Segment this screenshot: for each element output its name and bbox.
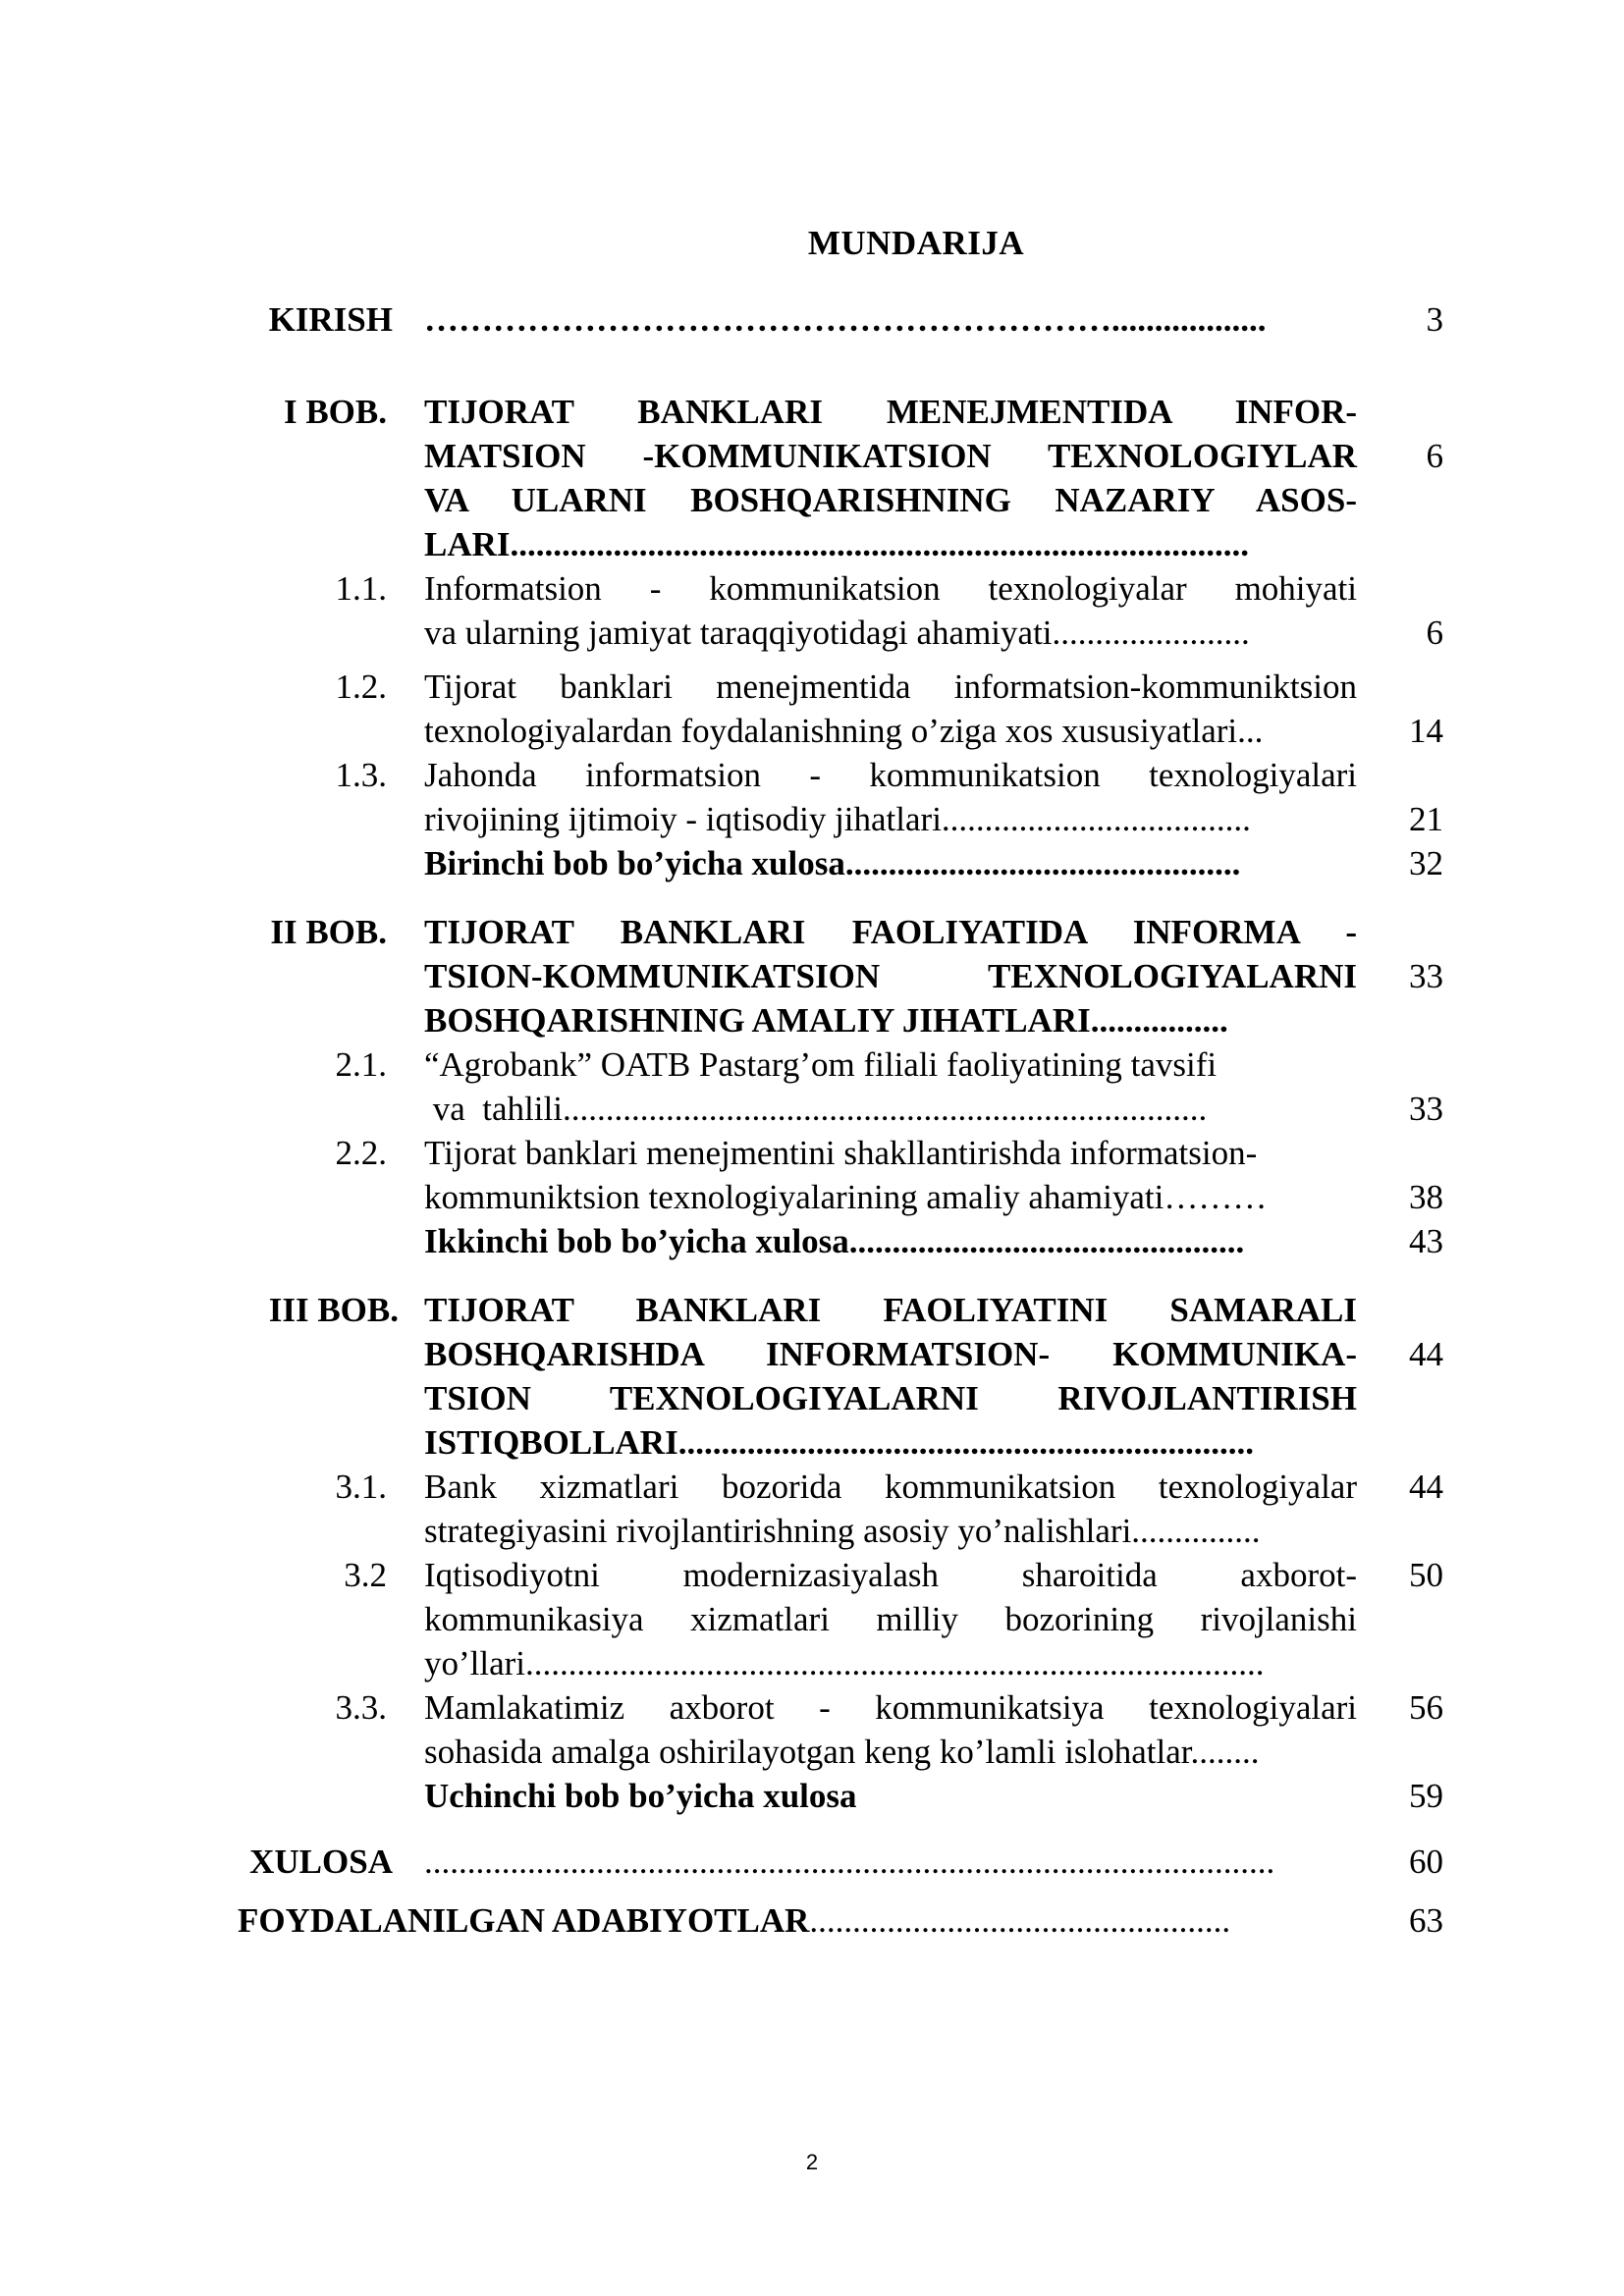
toc-section-number: 1.2. [335, 667, 387, 706]
toc-line: yo’llari...................................................................................... [424, 1644, 1265, 1682]
toc-line: LARI...................................................................................... [424, 525, 1250, 563]
toc-line: Tijorat banklari menejmentini shakllantirishda informatsion- [424, 1134, 1258, 1172]
toc-line: va tahlili........................................................................... [424, 1090, 1208, 1128]
toc-summary-title: Uchinchi bob bo’yicha xulosa [424, 1777, 857, 1815]
toc-line: VA ULARNI BOSHQARISHNING NAZARIY ASOS- [424, 481, 1357, 519]
toc-chapter-title [424, 390, 1357, 566]
toc-line: “Agrobank” OATB Pastarg’om filiali faoliyatining tavsifi [424, 1045, 1218, 1084]
toc-page: 44 [1409, 1468, 1443, 1506]
toc-page-xulosa: 60 [1409, 1842, 1443, 1881]
toc-page: 44 [1409, 1335, 1443, 1373]
toc-label-references: FOYDALANILGAN ADABIYOTLAR [238, 1901, 810, 1940]
toc-dots-xulosa: ................................................................................................... [424, 1842, 1275, 1881]
toc-section-number: 3.2 [344, 1556, 387, 1594]
toc-line: sohasida amalga oshirilayotgan keng ko’lamli islohatlar........ [424, 1733, 1260, 1771]
toc-section-number: 1.1. [335, 569, 387, 608]
toc-page: 50 [1409, 1556, 1443, 1594]
toc-page-kirish: 3 [1426, 300, 1443, 339]
toc-page: 32 [1409, 844, 1443, 882]
toc-chapter-number: II BOB. [270, 913, 387, 951]
toc-references-line [238, 1898, 1230, 1943]
toc-section-number: 2.1. [335, 1045, 387, 1084]
toc-page: 59 [1409, 1777, 1443, 1815]
toc-line: rivojining ijtimoiy - iqtisodiy jihatlari.................................... [424, 800, 1251, 838]
toc-line: Bank xizmatlari bozorida kommunikatsion texnologiyalar [424, 1468, 1357, 1506]
toc-label-xulosa: XULOSA [249, 1842, 393, 1881]
toc-chapter-title [424, 1288, 1357, 1465]
toc-page: 33 [1409, 1090, 1443, 1128]
toc-label-kirish: KIRISH [268, 300, 393, 339]
toc-section-title [424, 1131, 1357, 1219]
toc-line: TIJORAT BANKLARI FAOLIYATIDA INFORMA - [424, 913, 1357, 951]
toc-line: TSION TEXNOLOGIYALARNI RIVOJLANTIRISH [424, 1379, 1357, 1417]
toc-summary-title: Birinchi bob bo’yicha xulosa.............................................. [424, 844, 1241, 882]
toc-page: 56 [1409, 1688, 1443, 1727]
toc-line: MATSION -KOMMUNIKATSION TEXNOLOGIYLAR [424, 437, 1357, 475]
toc-line: Informatsion - kommunikatsion texnologiyalar mohiyati [424, 569, 1357, 608]
toc-section-title [424, 1685, 1357, 1774]
toc-line: va ularning jamiyat taraqqiyotidagi ahamiyati....................... [424, 614, 1250, 652]
toc-line: Iqtisodiyotni modernizasiyalash sharoitida axborot- [424, 1556, 1357, 1594]
toc-dots-kirish: …………………………………………………….................. [424, 300, 1267, 339]
toc-section-title [424, 1465, 1357, 1553]
toc-page: 43 [1409, 1222, 1443, 1260]
toc-line: Tijorat banklari menejmentida informatsion-kommuniktsion [424, 667, 1357, 706]
toc-section-number: 3.1. [335, 1468, 387, 1506]
toc-line: ISTIQBOLLARI................................................................... [424, 1423, 1254, 1462]
page-title: MUNDARIJA [807, 224, 1025, 262]
toc-section-title [424, 1553, 1357, 1685]
toc-page-references: 63 [1409, 1901, 1443, 1940]
toc-chapter-number: III BOB. [268, 1291, 399, 1329]
toc-line: kommuniktsion texnologiyalarining amaliy ahamiyati……… [424, 1178, 1268, 1216]
toc-summary-title: Ikkinchi bob bo’yicha xulosa.............................................. [424, 1222, 1245, 1260]
toc-line: TIJORAT BANKLARI FAOLIYATINI SAMARALI [424, 1291, 1357, 1329]
toc-page: 38 [1409, 1178, 1443, 1216]
toc-section-number: 1.3. [335, 756, 387, 794]
toc-section-title [424, 1042, 1357, 1131]
toc-line: strategiyasini rivojlantirishning asosiy yo’nalishlari............... [424, 1512, 1261, 1550]
toc-page: 14 [1409, 712, 1443, 750]
toc-page: 6 [1426, 614, 1443, 652]
toc-page: 6 [1426, 437, 1443, 475]
toc-page: 33 [1409, 957, 1443, 995]
toc-dots-references: ................................................. [809, 1901, 1231, 1940]
toc-section-number: 2.2. [335, 1134, 387, 1172]
toc-section-title [424, 665, 1357, 753]
toc-chapter-number: I BOB. [283, 393, 387, 431]
toc-line: BOSHQARISHNING AMALIY JIHATLARI................ [424, 1001, 1228, 1040]
toc-line: kommunikasiya xizmatlari milliy bozorining rivojlanishi [424, 1600, 1357, 1638]
toc-line: texnologiyalardan foydalanishning o’ziga xos xususiyatlari... [424, 712, 1264, 750]
toc-section-title [424, 566, 1357, 655]
toc-chapter-title [424, 910, 1357, 1042]
toc-section-title [424, 753, 1357, 841]
page-number: 2 [805, 2150, 819, 2174]
toc-line: TIJORAT BANKLARI MENEJMENTIDA INFOR- [424, 393, 1357, 431]
toc-line: Jahonda informatsion - kommunikatsion texnologiyalari [424, 756, 1357, 794]
toc-line: BOSHQARISHDA INFORMATSION- KOMMUNIKA- [424, 1335, 1357, 1373]
toc-line: Mamlakatimiz axborot - kommunikatsiya texnologiyalari [424, 1688, 1357, 1727]
toc-line: TSION-KOMMUNIKATSION TEXNOLOGIYALARNI [424, 957, 1357, 995]
toc-section-number: 3.3. [335, 1688, 387, 1727]
toc-page: 21 [1409, 800, 1443, 838]
